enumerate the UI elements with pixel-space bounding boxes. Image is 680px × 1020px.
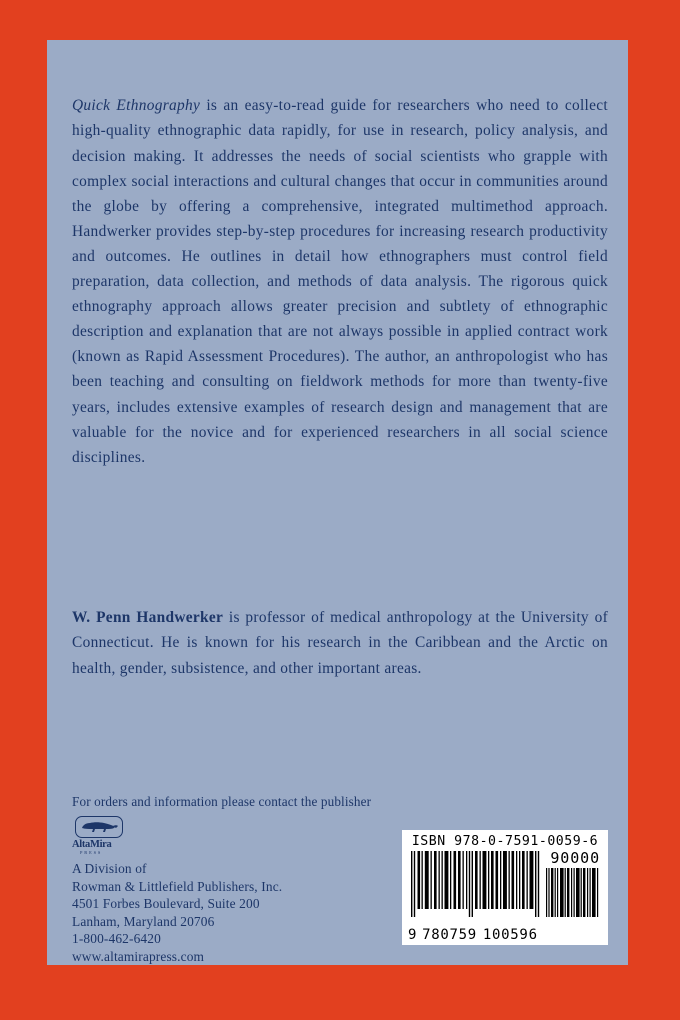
phone-number: 1-800-462-6420 [72, 931, 161, 947]
author-name: W. Penn Handwerker [72, 609, 224, 627]
address-line: Rowman & Littlefield Publishers, Inc. [72, 878, 283, 894]
altamira-press-logo [72, 816, 134, 856]
altamira-wordmark: AltaMira [72, 839, 112, 850]
bison-icon [75, 816, 123, 838]
ean-right-group: 100596 [482, 927, 538, 943]
isbn-label: ISBN 978-0-7591-0059-6 [411, 834, 599, 849]
address-line: A Division of [72, 861, 147, 876]
ean-left-group: 780759 [422, 927, 477, 943]
author-bio-body: is professor of medical anthropology at the University of Connecticut. He is known for his research in the Caribbean and the Arctic on health, gender, subsistence, and other important areas. [72, 609, 609, 677]
ean-lead-digit: 9 [408, 927, 418, 943]
price-addon-digits: 90000 [550, 849, 600, 867]
book-description-body: is an easy-to-read guide for researchers who need to collect high-quality ethnographic data rapidly, for use in research, policy analysis, and decision making. It addresses the needs of social scientists who grapple with complex social interactions and cultural changes that occur in communities around the globe by offering a comprehensive, integrated multimethod approach. Handwerker provides step-by-step procedures for increasing research productivity and outcomes. He outlines in detail how ethnographers must control field preparation, data collection, and methods of data analysis. The rigorous quick ethnography approach allows greater precision and subtlety of ethnographic description and explanation that are not always possible in applied contract work (known as Rapid Assessment Procedures). The author, an anthropologist who has been teaching and consulting on fieldwork methods for more than twenty-five years, includes extensive examples of research design and management that are valuable for the novice and for experienced researchers in all social science disciplines. [72, 97, 609, 466]
barcode-bars-row [402, 851, 608, 917]
ean5-addon-bars [546, 868, 600, 917]
website-url[interactable]: www.altamirapress.com [72, 948, 205, 964]
book-title-italic: Quick Ethnography [72, 97, 201, 115]
ean13-digits [408, 927, 538, 943]
publisher-block [72, 794, 432, 966]
press-subtitle: PRESS [80, 850, 103, 855]
cover-content-panel [47, 40, 628, 965]
ean13-bars [411, 851, 542, 917]
address-line: Lanham, Maryland 20706 [72, 913, 215, 929]
isbn-barcode [402, 830, 608, 945]
address-line: 4501 Forbes Boulevard, Suite 200 [72, 896, 260, 912]
author-bio [72, 605, 608, 680]
book-description [72, 93, 608, 469]
orders-information-line: For orders and information please contact the publisher [72, 794, 372, 809]
